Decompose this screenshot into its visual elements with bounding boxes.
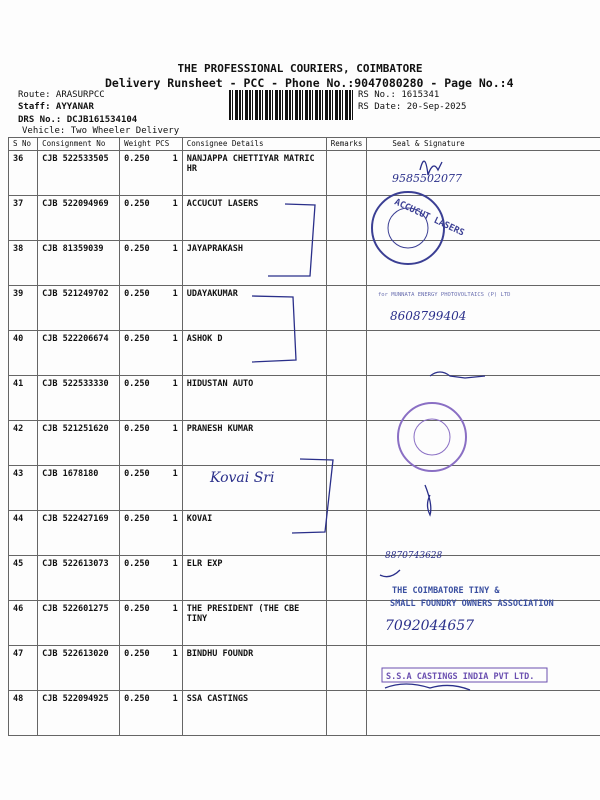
cell-seal: [367, 241, 600, 286]
weight: 0.250: [124, 244, 150, 254]
cell-consignment: CJB 521249702: [38, 286, 120, 331]
cell-consignee: BINDHU FOUNDR: [182, 646, 326, 691]
pcs: 1: [172, 244, 178, 254]
cell-sno: 46: [9, 601, 38, 646]
cell-remarks: [326, 286, 367, 331]
table-header: [9, 138, 600, 151]
barcode: [229, 90, 355, 120]
cell-sno: 42: [9, 421, 38, 466]
handwriting-kovai: Kovai Sri: [210, 470, 275, 486]
cell-seal: [367, 376, 600, 421]
cell-consignment: CJB 522094969: [38, 196, 120, 241]
col-weight-pcs: Weight PCS: [120, 138, 183, 151]
vehicle: Vehicle: Two Wheeler Delivery: [22, 126, 180, 136]
weight: 0.250: [124, 649, 150, 659]
pcs: 1: [172, 514, 178, 524]
weight: 0.250: [124, 334, 150, 344]
table-row: [9, 646, 600, 691]
cell-remarks: [326, 151, 367, 196]
cell-sno: 39: [9, 286, 38, 331]
cell-weight: [120, 601, 183, 646]
handwriting-45: 8870743628: [385, 551, 443, 561]
cell-sno: 36: [9, 151, 38, 196]
cell-sno: 41: [9, 376, 38, 421]
cell-consignee: JAYAPRAKASH: [182, 241, 326, 286]
table-row: [9, 511, 600, 556]
cell-weight: [120, 196, 183, 241]
table-row: [9, 466, 600, 511]
cell-remarks: [326, 331, 367, 376]
weight: 0.250: [124, 469, 150, 479]
weight: 0.250: [124, 604, 150, 614]
cell-consignee: UDAYAKUMAR: [182, 286, 326, 331]
table-row: [9, 286, 600, 331]
cell-remarks: [326, 511, 367, 556]
pcs: 1: [172, 469, 178, 479]
cell-seal: [367, 421, 600, 466]
cell-seal: [367, 331, 600, 376]
cell-sno: 44: [9, 511, 38, 556]
weight: 0.250: [124, 559, 150, 569]
col-seal-signature: Seal & Signature: [367, 138, 600, 151]
weight: 0.250: [124, 154, 150, 164]
weight: 0.250: [124, 514, 150, 524]
cell-seal: [367, 196, 600, 241]
cell-seal: [367, 466, 600, 511]
table-row: [9, 241, 600, 286]
cell-consignee: ACCUCUT LASERS: [182, 196, 326, 241]
cell-consignee: SSA CASTINGS: [182, 691, 326, 736]
cell-seal: [367, 556, 600, 601]
cell-consignee: KOVAI: [182, 511, 326, 556]
pcs: 1: [172, 694, 178, 704]
route: Route: ARASURPCC: [18, 90, 105, 100]
cell-seal: [367, 646, 600, 691]
pcs: 1: [172, 154, 178, 164]
stamp-46-line1: THE COIMBATORE TINY &: [392, 586, 500, 596]
col-remarks: Remarks: [326, 138, 367, 151]
table-row: [9, 601, 600, 646]
cell-weight: [120, 241, 183, 286]
handwriting-47: 7092044657: [385, 618, 475, 634]
cell-weight: [120, 286, 183, 331]
cell-weight: [120, 376, 183, 421]
weight: 0.250: [124, 379, 150, 389]
weight: 0.250: [124, 199, 150, 209]
cell-seal: [367, 601, 600, 646]
stamp-accucut-text: ACCUCUT LASERS: [392, 197, 466, 239]
cell-consignee: ELR EXP: [182, 556, 326, 601]
table-row: [9, 331, 600, 376]
cell-weight: [120, 466, 183, 511]
cell-sno: 40: [9, 331, 38, 376]
cell-consignee: ASHOK D: [182, 331, 326, 376]
rs-number: RS No.: 1615341: [358, 90, 440, 100]
cell-consignment: CJB 1678180: [38, 466, 120, 511]
table-row: [9, 421, 600, 466]
cell-remarks: [326, 646, 367, 691]
pcs: 1: [172, 289, 178, 299]
cell-sno: 37: [9, 196, 38, 241]
cell-sno: 45: [9, 556, 38, 601]
cell-weight: [120, 421, 183, 466]
cell-consignee: HIDUSTAN AUTO: [182, 376, 326, 421]
cell-consignment: CJB 522533330: [38, 376, 120, 421]
cell-consignment: CJB 522533505: [38, 151, 120, 196]
cell-remarks: [326, 196, 367, 241]
drs-number: DRS No.: DCJB161534104: [18, 115, 138, 125]
cell-seal: [367, 286, 600, 331]
table-row: [9, 376, 600, 421]
cell-remarks: [326, 421, 367, 466]
cell-consignment: CJB 522613020: [38, 646, 120, 691]
col-sno: S No: [9, 138, 38, 151]
col-consignment: Consignment No: [38, 138, 120, 151]
stamp-48-text: S.S.A CASTINGS INDIA PVT LTD.: [386, 672, 535, 682]
cell-weight: [120, 646, 183, 691]
table-row: [9, 556, 600, 601]
pcs: 1: [172, 604, 178, 614]
staff: Staff: AYYANAR: [18, 102, 94, 112]
cell-consignment: CJB 81359039: [38, 241, 120, 286]
cell-remarks: [326, 376, 367, 421]
handwriting-39: 8608799404: [390, 309, 467, 323]
cell-remarks: [326, 556, 367, 601]
runsheet-subtitle: Delivery Runsheet - PCC - Phone No.:9047080280 - Page No.:4: [105, 76, 514, 90]
cell-remarks: [326, 601, 367, 646]
cell-consignment: CJB 522427169: [38, 511, 120, 556]
cell-consignee: PRANESH KUMAR: [182, 421, 326, 466]
pcs: 1: [172, 559, 178, 569]
cell-consignee: THE PRESIDENT (THE CBE TINY: [182, 601, 326, 646]
cell-remarks: [326, 466, 367, 511]
company-title: THE PROFESSIONAL COURIERS, COIMBATORE: [177, 62, 423, 75]
rs-date: RS Date: 20-Sep-2025: [358, 102, 467, 112]
cell-sno: 38: [9, 241, 38, 286]
cell-weight: [120, 331, 183, 376]
cell-remarks: [326, 241, 367, 286]
weight: 0.250: [124, 424, 150, 434]
table-row: [9, 196, 600, 241]
cell-consignee: [182, 466, 326, 511]
cell-sno: 43: [9, 466, 38, 511]
cell-weight: [120, 511, 183, 556]
cell-seal: [367, 151, 600, 196]
cell-consignment: CJB 522601275: [38, 601, 120, 646]
pcs: 1: [172, 424, 178, 434]
cell-consignment: CJB 522094925: [38, 691, 120, 736]
stamp-39-text: for MUNNATA ENERGY PHOTOVOLTAICS (P) LTD: [378, 292, 511, 298]
cell-seal: [367, 511, 600, 556]
cell-consignment: CJB 522206674: [38, 331, 120, 376]
cell-consignee: NANJAPPA CHETTIYAR MATRIC HR: [182, 151, 326, 196]
cell-remarks: [326, 691, 367, 736]
pcs: 1: [172, 334, 178, 344]
cell-sno: 48: [9, 691, 38, 736]
cell-weight: [120, 556, 183, 601]
cell-consignment: CJB 521251620: [38, 421, 120, 466]
cell-weight: [120, 151, 183, 196]
weight: 0.250: [124, 694, 150, 704]
stamp-46-line2: SMALL FOUNDRY OWNERS ASSOCIATION: [390, 599, 554, 609]
pcs: 1: [172, 379, 178, 389]
weight: 0.250: [124, 289, 150, 299]
cell-sno: 47: [9, 646, 38, 691]
pcs: 1: [172, 199, 178, 209]
runsheet-table: [8, 137, 600, 736]
table-row: [9, 151, 600, 196]
col-consignee: Consignee Details: [182, 138, 326, 151]
table-row: [9, 691, 600, 736]
cell-seal: [367, 691, 600, 736]
cell-consignment: CJB 522613073: [38, 556, 120, 601]
cell-weight: [120, 691, 183, 736]
handwriting-36: 9585502077: [392, 172, 462, 185]
pcs: 1: [172, 649, 178, 659]
